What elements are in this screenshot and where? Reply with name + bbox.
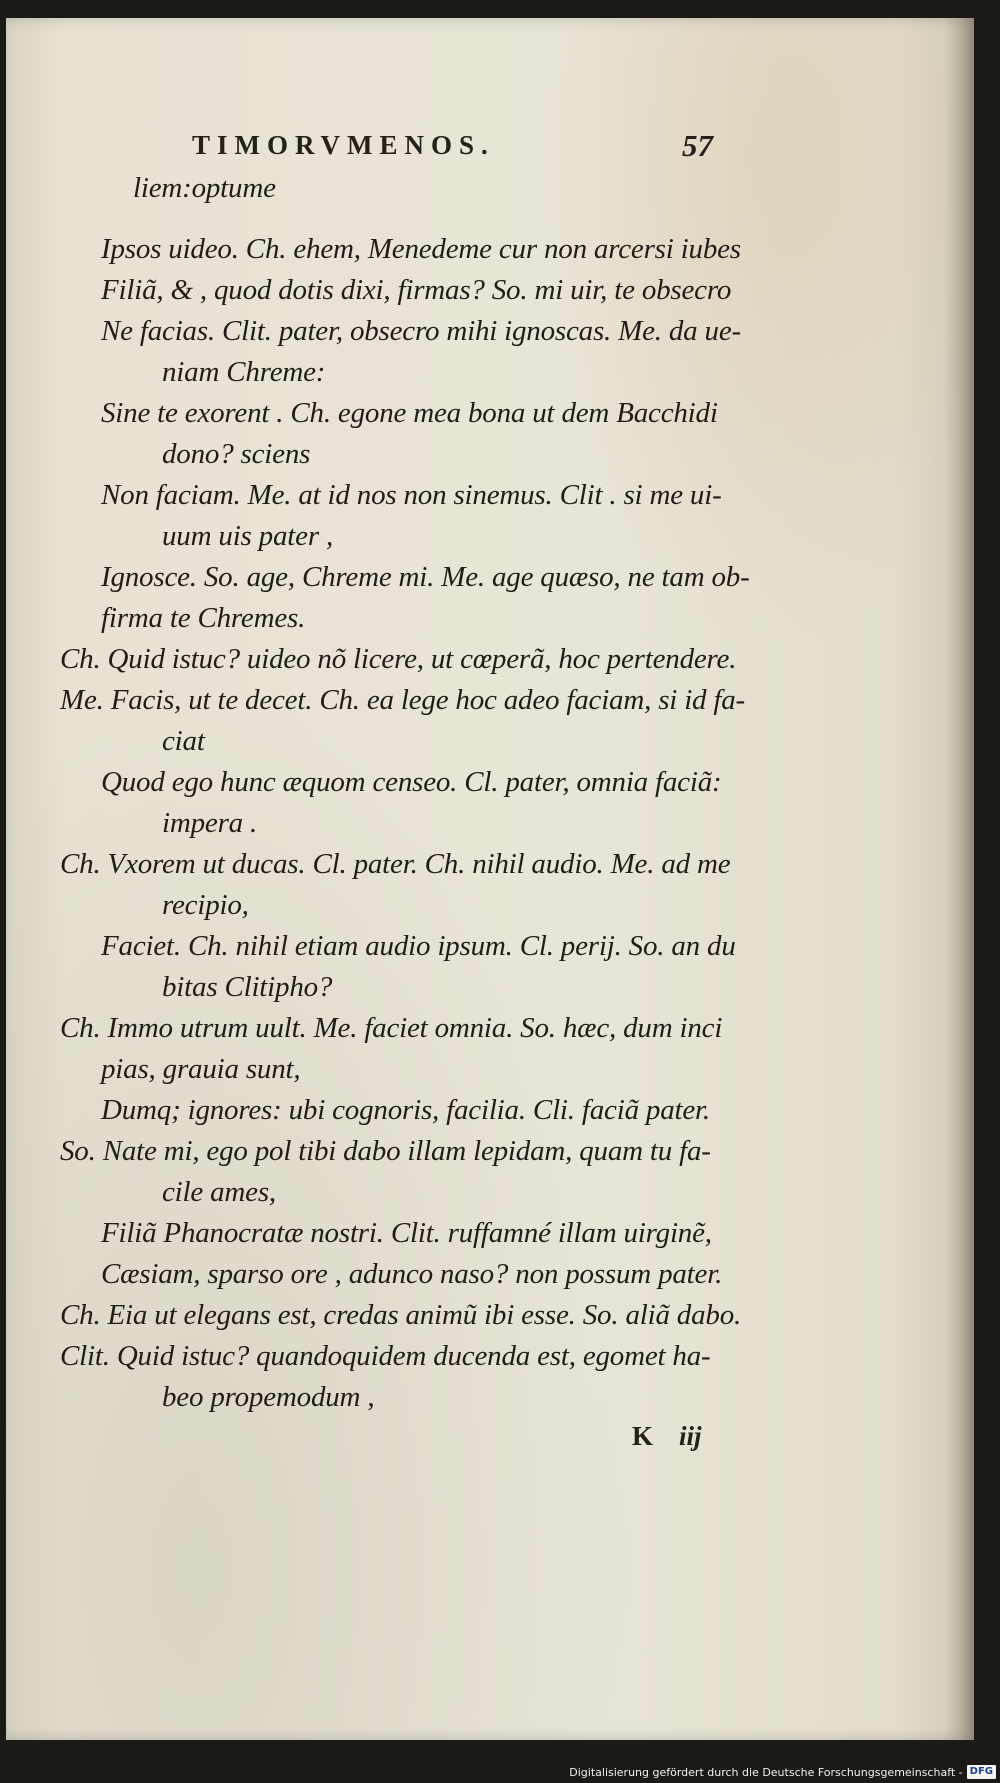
text-line: impera . <box>162 807 258 839</box>
signature-letter: K <box>632 1421 654 1451</box>
text-line: beo propemodum , <box>162 1381 375 1413</box>
page-text-block <box>6 18 974 1740</box>
dfg-logo: DFG <box>967 1765 996 1779</box>
text-line: Quod ego hunc æquom censeo. Cl. pater, omnia faciã: <box>101 766 722 798</box>
digitization-credit <box>569 1763 996 1781</box>
text-line: ciat <box>162 725 205 757</box>
text-line: dono? sciens <box>162 438 311 470</box>
text-line: Ch. Vxorem ut ducas. Cl. pater. Ch. nihil audio. Me. ad me <box>60 848 731 880</box>
text-line: So. Nate mi, ego pol tibi dabo illam lepidam, quam tu fa- <box>60 1135 711 1167</box>
text-line: Ne facias. Clit. pater, obsecro mihi ignoscas. Me. da ue- <box>101 315 741 347</box>
text-line: recipio, <box>162 889 249 921</box>
credit-text: Digitalisierung gefördert durch die Deutsche Forschungsgemeinschaft - <box>569 1765 963 1779</box>
text-line: Ignosce. So. age, Chreme mi. Me. age quæso, ne tam ob- <box>101 561 750 593</box>
text-line: cile ames, <box>162 1176 276 1208</box>
signature-mark <box>632 1421 702 1452</box>
text-line: Ch. Immo utrum uult. Me. faciet omnia. So. hæc, dum inci <box>60 1012 723 1044</box>
signature-number: iij <box>679 1421 702 1451</box>
text-line: Dumq; ignores: ubi cognoris, facilia. Cli. faciã pater. <box>101 1094 710 1126</box>
text-line: Faciet. Ch. nihil etiam audio ipsum. Cl. perij. So. an du <box>101 930 736 962</box>
text-line: Sine te exorent . Ch. egone mea bona ut dem Bacchidi <box>101 397 718 429</box>
page-number: 57 <box>682 128 713 163</box>
text-line: Non faciam. Me. at id nos non sinemus. Clit . si me ui- <box>101 479 722 511</box>
text-line: niam Chreme: <box>162 356 326 388</box>
text-line: uum uis pater , <box>162 520 334 552</box>
text-line: liem:optume <box>133 172 276 204</box>
running-title: TIMORVMENOS. <box>192 130 495 160</box>
text-line: Ch. Quid istuc? uideo nõ licere, ut cœperã, hoc pertendere. <box>60 643 737 675</box>
text-line: Me. Facis, ut te decet. Ch. ea lege hoc adeo faciam, si id fa- <box>60 684 746 716</box>
text-line: Ch. Eia ut elegans est, credas animũ ibi esse. So. aliã dabo. <box>60 1299 742 1331</box>
text-line: Ipsos uideo. Ch. ehem, Menedeme cur non arcersi iubes <box>101 233 741 265</box>
text-line: Filiã Phanocratæ nostri. Clit. ruffamné illam uirginẽ, <box>101 1217 712 1249</box>
text-line: firma te Chremes. <box>101 602 306 634</box>
text-line: Cæsiam, sparso ore , adunco naso? non possum pater. <box>101 1258 723 1290</box>
text-line: Filiã, & , quod dotis dixi, firmas? So. mi uir, te obsecro <box>101 274 732 306</box>
text-line: Clit. Quid istuc? quandoquidem ducenda est, egomet ha- <box>60 1340 711 1372</box>
text-line: pias, grauia sunt, <box>101 1053 301 1085</box>
text-line: bitas Clitipho? <box>162 971 333 1003</box>
book-page <box>6 18 974 1740</box>
